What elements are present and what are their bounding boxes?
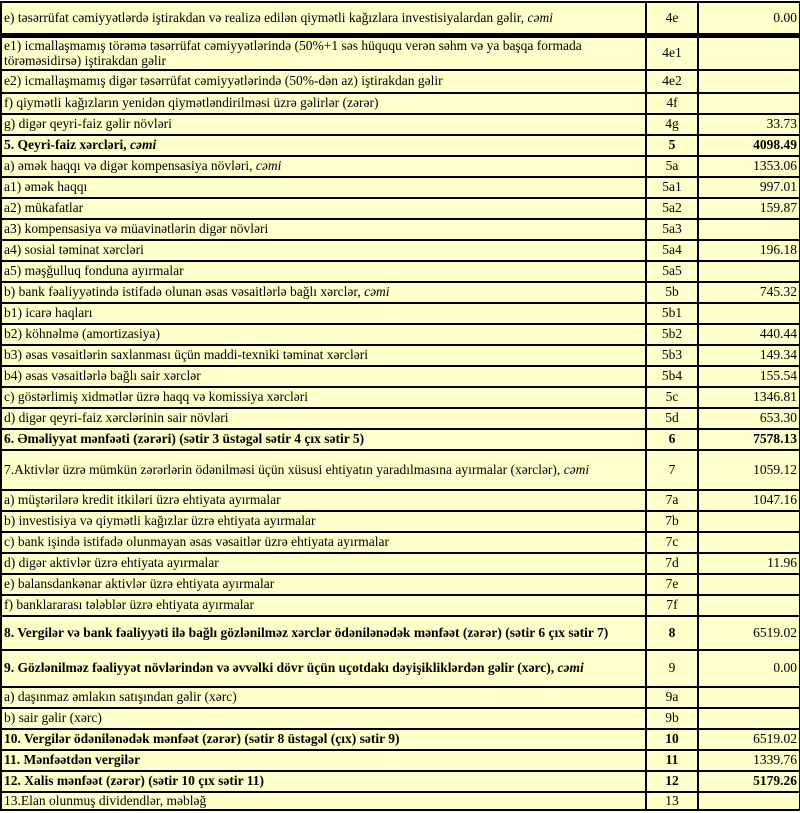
row-value-5b2: 440.44	[698, 324, 800, 345]
row-label-5a1	[1, 177, 646, 198]
row-code-11: 11	[646, 750, 698, 771]
table-row	[1, 70, 800, 93]
table-row	[1, 261, 800, 282]
row-code-9a: 9a	[646, 687, 698, 708]
row-code-5b1: 5b1	[646, 303, 698, 324]
row-code-7f: 7f	[646, 595, 698, 616]
label-italic-suffix: cəmi	[563, 461, 590, 477]
row-value-9a	[698, 687, 800, 708]
label-italic-suffix: cəmi	[130, 137, 157, 153]
row-value-5a1: 997.01	[698, 177, 800, 198]
label-text: 13.Elan olunmuş dividendlər, məbləğ	[4, 792, 207, 808]
row-code-9: 9	[646, 650, 698, 687]
row-label-7c	[1, 532, 646, 553]
label-text: b4) əsas vəsaitlərlə bağlı sair xərclər	[4, 368, 201, 384]
row-label-9	[1, 650, 646, 687]
row-value-5a2: 159.87	[698, 198, 800, 219]
row-value-5b1	[698, 303, 800, 324]
label-text: 12. Xalis mənfəət (zərər) (sətir 10 çıx sətir 11)	[4, 773, 265, 789]
label-text: 6. Əməliyyat mənfəəti (zərəri) (sətir 3 üstəgəl sətir 4 çıx sətir 5)	[4, 431, 365, 447]
label-text: c) bank işində istifadə olunmayan əsas vəsaitlər üzrə ehtiyata ayırmalar	[4, 534, 389, 550]
row-value-7e	[698, 574, 800, 595]
row-code-4e: 4e	[646, 2, 698, 35]
row-value-4g: 33.73	[698, 114, 800, 135]
label-text: g) digər qeyri-faiz gəlir növləri	[4, 116, 172, 132]
row-code-5c: 5c	[646, 387, 698, 408]
row-value-13	[698, 792, 800, 810]
table-row	[1, 135, 800, 156]
row-value-5a: 1353.06	[698, 156, 800, 177]
row-code-10: 10	[646, 729, 698, 750]
row-label-13	[1, 792, 646, 810]
row-value-7c	[698, 532, 800, 553]
table-body	[1, 2, 800, 810]
label-text: 9. Gözlənilməz fəaliyyət növlərindən və əvvəlki dövr üçün uçotdakı dəyişikliklərdən gəlir (xərc),	[4, 660, 558, 676]
row-label-5a2	[1, 198, 646, 219]
label-text: c) göstərlimiş xidmətlər üzrə haqq və komissiya xərcləri	[4, 389, 309, 405]
row-value-9: 0.00	[698, 650, 800, 687]
table-row	[1, 219, 800, 240]
row-label-4g	[1, 114, 646, 135]
row-label-7d	[1, 553, 646, 574]
label-text: d) digər qeyri-faiz xərclərinin sair növləri	[4, 410, 229, 426]
label-text: a1) əmək haqqı	[4, 179, 88, 195]
row-label-5a3	[1, 219, 646, 240]
row-label-4e2	[1, 70, 646, 93]
row-value-5a4: 196.18	[698, 240, 800, 261]
row-label-5b4	[1, 366, 646, 387]
table-row	[1, 177, 800, 198]
row-code-7a: 7a	[646, 490, 698, 511]
table-row	[1, 324, 800, 345]
row-label-5c	[1, 387, 646, 408]
row-label-7f	[1, 595, 646, 616]
table-row	[1, 771, 800, 792]
table-row	[1, 595, 800, 616]
table-row	[1, 198, 800, 219]
table-row	[1, 282, 800, 303]
table-row	[1, 708, 800, 729]
row-label-5b2	[1, 324, 646, 345]
row-value-7f	[698, 595, 800, 616]
label-text: e) balansdankənar aktivlər üzrə ehtiyata ayırmalar	[4, 576, 275, 592]
label-text: a5) məşğulluq fonduna ayırmalar	[4, 263, 184, 279]
row-label-5a5	[1, 261, 646, 282]
table-row	[1, 35, 800, 70]
table-row	[1, 114, 800, 135]
row-code-5: 5	[646, 135, 698, 156]
row-value-6: 7578.13	[698, 429, 800, 450]
row-value-7b	[698, 511, 800, 532]
table-row	[1, 616, 800, 650]
table-row	[1, 240, 800, 261]
label-text: 5. Qeyri-faiz xərcləri,	[4, 137, 131, 153]
row-code-5a3: 5a3	[646, 219, 698, 240]
row-value-5b: 745.32	[698, 282, 800, 303]
label-text: b) bank fəaliyyətində istifadə olunan əsas vəsaitlərlə bağlı xərclər,	[4, 284, 365, 300]
label-text: 7.Aktivlər üzrə mümkün zərərlərin ödənilməsi üçün xüsusi ehtiyatın yaradılmasına ayırmalar (xərclər),	[4, 461, 564, 477]
label-text: b) investisiya və qiymətli kağızlar üzrə ehtiyata ayırmalar	[4, 513, 316, 529]
label-text: b2) köhnəlmə (amortizasiya)	[4, 326, 160, 342]
table-row	[1, 366, 800, 387]
label-text: 11. Mənfəətdən vergilər	[4, 752, 141, 768]
row-value-5b3: 149.34	[698, 345, 800, 366]
row-code-4f: 4f	[646, 93, 698, 114]
table-row	[1, 2, 800, 35]
row-code-5d: 5d	[646, 408, 698, 429]
table-row	[1, 408, 800, 429]
row-value-7d: 11.96	[698, 553, 800, 574]
label-text: 10. Vergilər ödənilənədək mənfəət (zərər) (sətir 8 üstəgəl (çıx) sətir 9)	[4, 731, 400, 747]
row-code-12: 12	[646, 771, 698, 792]
table-row	[1, 429, 800, 450]
row-value-4e1	[698, 35, 800, 70]
row-code-7b: 7b	[646, 511, 698, 532]
row-code-7e: 7e	[646, 574, 698, 595]
row-value-7: 1059.12	[698, 450, 800, 490]
row-label-7e	[1, 574, 646, 595]
row-label-4e	[1, 2, 646, 35]
row-code-4e1: 4e1	[646, 35, 698, 70]
label-text: d) digər aktivlər üzrə ehtiyata ayırmalar	[4, 555, 219, 571]
row-code-5a2: 5a2	[646, 198, 698, 219]
table-row	[1, 650, 800, 687]
row-value-7a: 1047.16	[698, 490, 800, 511]
row-code-5b3: 5b3	[646, 345, 698, 366]
row-value-5: 4098.49	[698, 135, 800, 156]
row-label-5d	[1, 408, 646, 429]
row-label-5b	[1, 282, 646, 303]
row-label-12	[1, 771, 646, 792]
row-label-10	[1, 729, 646, 750]
table-row	[1, 303, 800, 324]
label-italic-suffix: cəmi	[364, 284, 390, 300]
row-label-9a	[1, 687, 646, 708]
row-label-5b3	[1, 345, 646, 366]
row-label-5	[1, 135, 646, 156]
row-value-5b4: 155.54	[698, 366, 800, 387]
row-value-4e2	[698, 70, 800, 93]
row-label-6	[1, 429, 646, 450]
table-row	[1, 450, 800, 490]
row-label-4e1	[1, 35, 646, 70]
label-text: b1) icarə haqları	[4, 305, 93, 321]
row-code-5a5: 5a5	[646, 261, 698, 282]
row-code-5a1: 5a1	[646, 177, 698, 198]
table-row	[1, 490, 800, 511]
label-text: a) əmək haqqı və digər kompensasiya növləri,	[4, 158, 256, 174]
row-label-8	[1, 616, 646, 650]
row-code-7d: 7d	[646, 553, 698, 574]
row-code-8: 8	[646, 616, 698, 650]
label-text: a2) mükafatlar	[4, 200, 84, 216]
label-text: b) sair gəlir (xərc)	[4, 710, 102, 726]
table-row	[1, 574, 800, 595]
row-code-7c: 7c	[646, 532, 698, 553]
income-statement-table	[0, 1, 800, 811]
table-row	[1, 687, 800, 708]
row-code-7: 7	[646, 450, 698, 490]
row-value-5a3	[698, 219, 800, 240]
table-row	[1, 93, 800, 114]
row-label-11	[1, 750, 646, 771]
table-row	[1, 729, 800, 750]
row-value-5d: 653.30	[698, 408, 800, 429]
table-row	[1, 750, 800, 771]
row-code-5b: 5b	[646, 282, 698, 303]
table-row	[1, 553, 800, 574]
label-text: e2) icmallaşmamış digər təsərrüfat cəmiyyətlərində (50%-dən az) iştirakdan gəlir	[4, 73, 443, 89]
label-text: a4) sosial təminat xərcləri	[4, 242, 144, 258]
row-label-7	[1, 450, 646, 490]
row-code-5a4: 5a4	[646, 240, 698, 261]
row-value-8: 6519.02	[698, 616, 800, 650]
row-label-5a	[1, 156, 646, 177]
row-label-5b1	[1, 303, 646, 324]
row-code-5a: 5a	[646, 156, 698, 177]
label-text: b3) əsas vəsaitlərin saxlanması üçün maddi-texniki təminat xərcləri	[4, 347, 369, 363]
row-label-9b	[1, 708, 646, 729]
label-italic-suffix: cəmi	[557, 660, 584, 676]
row-code-5b4: 5b4	[646, 366, 698, 387]
row-code-9b: 9b	[646, 708, 698, 729]
table-row	[1, 387, 800, 408]
table-row	[1, 345, 800, 366]
row-code-4e2: 4e2	[646, 70, 698, 93]
table-row	[1, 511, 800, 532]
table-row	[1, 792, 800, 810]
row-code-13: 13	[646, 792, 698, 810]
label-text: a) daşınmaz əmlakın satışından gəlir (xərc)	[4, 689, 237, 705]
label-text: f) qiymətli kağızların yenidən qiymətləndirilməsi üzrə gəlirlər (zərər)	[4, 95, 379, 111]
row-value-10: 6519.02	[698, 729, 800, 750]
label-text: f) banklararası tələblər üzrə ehtiyata ayırmalar	[4, 597, 254, 613]
row-label-4f	[1, 93, 646, 114]
label-text: a3) kompensasiya və müavinətlərin digər növləri	[4, 221, 269, 237]
label-text: 8. Vergilər və bank fəaliyyəti ilə bağlı gözlənilməz xərclər ödənilənədək mənfəət (zərər) (sətir 6 çıx sətir 7)	[4, 624, 609, 640]
row-value-5c: 1346.81	[698, 387, 800, 408]
row-code-6: 6	[646, 429, 698, 450]
row-label-7b	[1, 511, 646, 532]
label-italic-suffix: cəmi	[527, 9, 553, 25]
row-label-7a	[1, 490, 646, 511]
row-code-4g: 4g	[646, 114, 698, 135]
row-label-5a4	[1, 240, 646, 261]
row-value-9b	[698, 708, 800, 729]
row-value-4e: 0.00	[698, 2, 800, 35]
label-text: e1) icmallaşmamış törəmə təsərrüfat cəmiyyətlərində (50%+1 səs hüququ verən səhm və ya başqa formada törəməsidirsə) iştirakdan gəlir	[4, 37, 582, 69]
row-code-5b2: 5b2	[646, 324, 698, 345]
table-row	[1, 532, 800, 553]
label-text: a) müştərilərə kredit itkiləri üzrə ehtiyata ayırmalar	[4, 492, 281, 508]
label-italic-suffix: cəmi	[255, 158, 282, 174]
table-row	[1, 156, 800, 177]
row-value-4f	[698, 93, 800, 114]
label-text: e) təsərrüfat cəmiyyətlərdə iştirakdan və realizə edilən qiymətli kağızlara investisiyalardan gəlir,	[4, 9, 528, 25]
row-value-5a5	[698, 261, 800, 282]
row-value-12: 5179.26	[698, 771, 800, 792]
row-value-11: 1339.76	[698, 750, 800, 771]
